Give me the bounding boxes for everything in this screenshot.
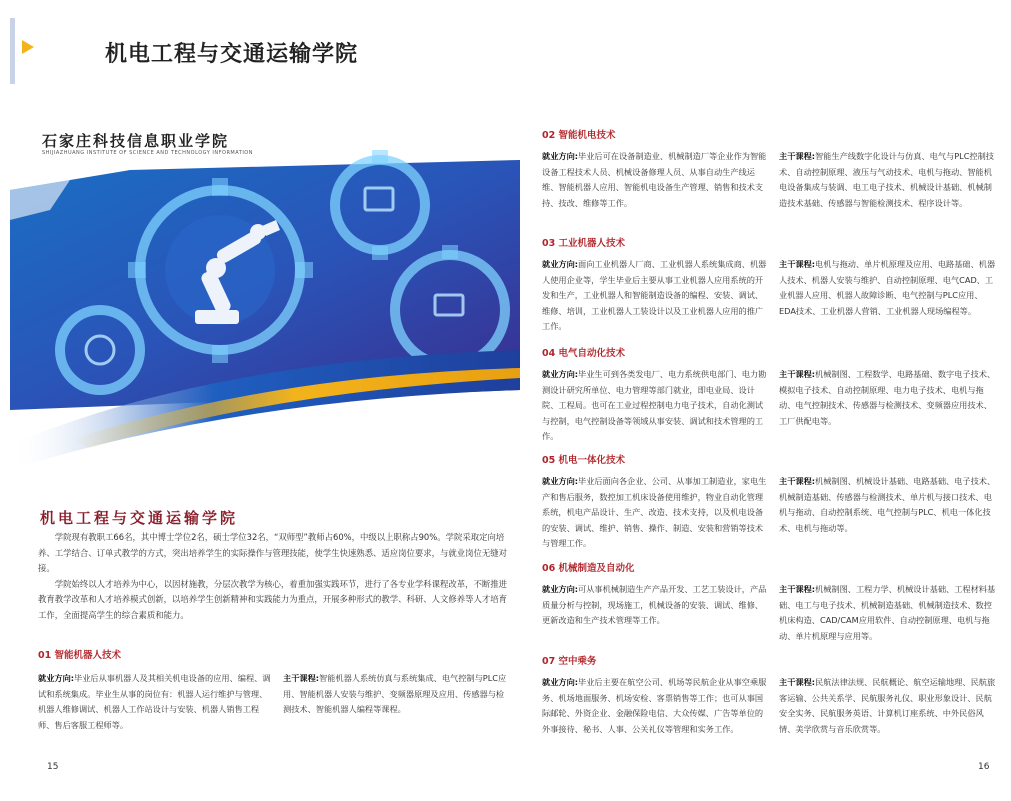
page-number-left: 15 — [47, 762, 59, 772]
major-block-01 — [38, 647, 508, 733]
courses-text: 机械制图、机械设计基础、电路基础、电子技术、机械制造基础、传感器与检测技术、单片机与接口技术、电机与拖动、自动控制系统、电气控制与PLC、机电一体化技术、电机与拖动等。 — [779, 476, 996, 533]
courses-label: 主干课程: — [779, 476, 816, 486]
employment-label: 就业方向: — [542, 677, 579, 687]
employment-label: 就业方向: — [542, 151, 579, 161]
employment-direction — [542, 257, 767, 335]
major-block-03 — [542, 235, 997, 335]
employment-text: 毕业后面向各企业、公司、从事加工制造业，家电生产和售后服务，数控加工机床设备使用维护，物业自动化管理系统，机电产品设计、生产、改造、技术支持，以及机电设备的安装、调试、维护、销售、操作、制造、安装和营销等技术与管理工作。 — [542, 476, 767, 548]
section-title: 机电工程与交通运输学院 — [40, 509, 239, 527]
courses-text: 智能机器人系统仿真与系统集成、电气控制与PLC应用、智能机器人安装与维护、变频器原理及应用、传感器与检测技术、智能机器人编程等课程。 — [283, 673, 507, 714]
page-number-right: 16 — [978, 762, 990, 772]
major-block-04 — [542, 345, 997, 445]
intro-text — [38, 530, 508, 623]
left-page — [10, 100, 520, 790]
employment-direction — [542, 149, 767, 211]
major-title: 06 机械制造及自动化 — [542, 563, 635, 574]
employment-direction — [542, 367, 767, 445]
courses-label: 主干课程: — [779, 584, 816, 594]
courses-label: 主干课程: — [779, 677, 816, 687]
major-title: 03 工业机器人技术 — [542, 238, 626, 249]
courses-text: 电机与拖动、单片机原理及应用、电路基础、机器人技术、机器人安装与维护、自动控制原理、电气CAD、工业机器人应用、机器人故障诊断、电气控制与PLC应用、EDA技术、工业机器人营销、工业机器人现场编程等。 — [779, 259, 996, 316]
courses-label: 主干课程: — [283, 673, 320, 683]
employment-label: 就业方向: — [542, 259, 579, 269]
right-page — [520, 100, 1006, 790]
major-title: 05 机电一体化技术 — [542, 455, 626, 466]
courses-label: 主干课程: — [779, 259, 816, 269]
major-block-06 — [542, 560, 997, 644]
courses-text: 机械制图、工程数学、电路基础、数字电子技术、模拟电子技术、自动控制原理、电力电子技术、电机与拖动、电气控制技术、传感器与检测技术、变频器应用技术、工厂供配电等。 — [779, 369, 996, 426]
employment-text: 毕业生可到各类发电厂、电力系统供电部门、电力勘测设计研究所单位、电力管理等部门就业，即电业局、设计院、工程局。也可在工业过程控制电力电子技术，自动化测试与控制，电气控制设备等领域从事安装、调试和技术管理的工作。 — [542, 369, 767, 441]
main-courses — [283, 671, 508, 733]
employment-direction — [542, 675, 767, 737]
main-courses — [779, 257, 997, 335]
employment-label: 就业方向: — [542, 584, 579, 594]
major-title: 07 空中乘务 — [542, 656, 597, 667]
employment-text: 毕业后从事机器人及其相关机电设备的应用、编程、调试和系统集成。毕业生从事的岗位有：机器人运行维护与管理、机器人维修调试、机器人工作站设计与安装、机器人销售工程师、售后客服工程师等。 — [38, 673, 271, 730]
main-courses — [779, 582, 997, 644]
courses-text: 民航法律法规、民航概论、航空运输地理、民航旅客运输、公共关系学、民航服务礼仪、职业形象设计、民航安全实务、民航服务英语、计算机订座系统、中外民俗风情、美学欣赏与音乐欣赏等。 — [779, 677, 996, 734]
page-title: 机电工程与交通运输学院 — [105, 42, 359, 67]
major-title: 04 电气自动化技术 — [542, 348, 626, 359]
employment-direction — [38, 671, 271, 733]
employment-text: 可从事机械制造生产产品开发、工艺工装设计，产品质量分析与控制，现场施工，机械设备的安装、调试、维修、更新改造和生产技术管理等工作。 — [542, 584, 767, 625]
employment-label: 就业方向: — [542, 476, 579, 486]
employment-text: 面向工业机器人厂商、工业机器人系统集成商、机器人使用企业等，学生毕业后主要从事工业机器人应用系统的开发和生产，工业机器人和智能制造设备的编程、安装、调试、维修、培训，工业机器人工装设计以及工业机器人应用的推广工作。 — [542, 259, 767, 331]
courses-text: 机械制图、工程力学、机械设计基础、工程材料基础、电工与电子技术、机械制造基础、机械制造技术、数控机床构造、CAD/CAM应用软件、自动控制原理、电机与拖动、单片机原理与应用等。 — [779, 584, 996, 641]
major-block-05 — [542, 452, 997, 552]
main-courses — [779, 367, 997, 445]
employment-label: 就业方向: — [38, 673, 75, 683]
page-header — [0, 0, 1011, 90]
school-name-en: SHIJIAZHUANG INSTITUTE OF SCIENCE AND TECHNOLOGY INFORMATION — [42, 150, 253, 156]
courses-text: 智能生产线数字化设计与仿真、电气与PLC控制技术、自动控制原理、液压与气动技术、电机与拖动、智能机电设备集成与装调、电工电子技术、机械设计基础、机械制造技术基础、传感器与智能检测技术、程序设计等。 — [779, 151, 994, 208]
intro-paragraph-2: 学院始终以人才培养为中心，以因材施教，分层次教学为核心，着重加强实践环节，进行了各专业学科课程改革，不断推进教育教学改革和人才培养模式创新，以培养学生创新精神和实践能力为重点，开展多种形式的教学、科研、人文修养等人才培育工作，全面提高学生的综合素质和能力。 — [38, 578, 508, 620]
school-name: 石家庄科技信息职业学院 — [42, 132, 230, 150]
major-block-02 — [542, 127, 997, 211]
employment-direction — [542, 474, 767, 552]
courses-label: 主干课程: — [779, 151, 816, 161]
header-accent-bar — [10, 18, 15, 84]
employment-text: 毕业后可在设备制造业、机械制造厂等企业作为智能设备工程技术人员、机械设备修理人员、从事自动生产线运维、智能机器人应用、智能机电设备生产管理、销售和技术支持、技改、维修等工作。 — [542, 151, 767, 208]
employment-direction — [542, 582, 767, 644]
intro-paragraph-1: 学院现有教职工66名，其中博士学位2名，硕士学位32名，“双师型”教师占60%，中级以上职称占90%。学院采取定向培养、工学结合、订单式教学的方式，突出培养学生的实际操作与管理技能，使学生快速熟悉、适应岗位要求，与就业岗位无缝对接。 — [38, 532, 507, 573]
employment-label: 就业方向: — [542, 369, 579, 379]
main-courses — [779, 675, 997, 737]
employment-text: 毕业后主要在航空公司、机场等民航企业从事空乘服务、机场地面服务、机场安检、客票销售等工作；也可从事国际邮轮、外资企业、金融保险电信、大众传媒、广告等单位的外事接待、秘书、人事、公关礼仪等管理和实务工作。 — [542, 677, 767, 734]
main-courses — [779, 474, 997, 552]
major-title: 02 智能机电技术 — [542, 130, 616, 141]
play-triangle-icon — [22, 40, 34, 54]
courses-label: 主干课程: — [779, 369, 816, 379]
major-block-07 — [542, 653, 997, 737]
main-courses — [779, 149, 997, 211]
major-title: 01 智能机器人技术 — [38, 650, 122, 661]
hero-image — [10, 100, 520, 470]
